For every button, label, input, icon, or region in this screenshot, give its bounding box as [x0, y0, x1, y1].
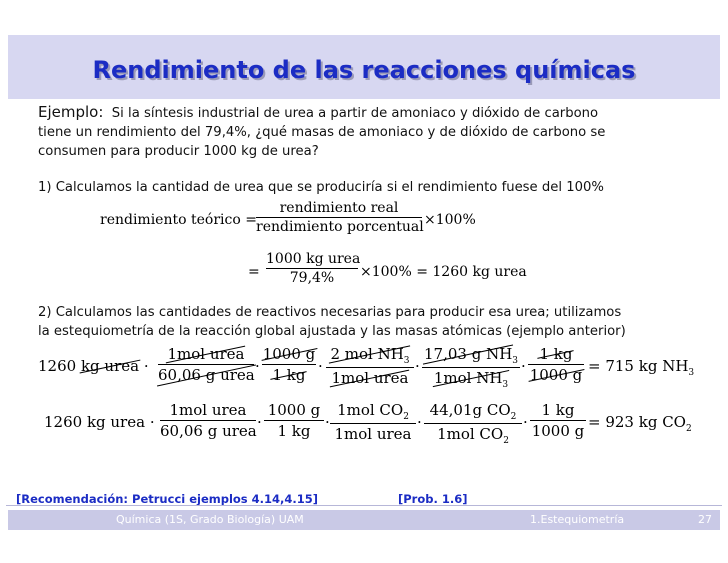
co2-factor-2 — [264, 401, 324, 440]
nh3-result-text: = 715 kg NH — [588, 357, 689, 375]
nh3-factor-2 — [262, 345, 316, 384]
nh3-factor-1 — [158, 345, 254, 384]
co2-f3-num: 1mol CO — [337, 401, 404, 419]
formula-2-fraction — [266, 251, 361, 286]
co2-start-value: 1260 kg urea — [44, 413, 146, 431]
dot: · — [318, 357, 323, 375]
footer-bar — [8, 510, 720, 530]
co2-start: 1260 kg urea · — [44, 413, 155, 431]
dot: · — [257, 413, 262, 431]
fraction-bar — [256, 217, 422, 218]
fraction-bar — [158, 364, 254, 365]
formula-2-rhs: ×100% = 1260 kg urea — [360, 264, 527, 280]
nh3-factor-3 — [326, 345, 414, 387]
recommendation-note: [Recomendación: Petrucci ejemplos 4.14,4.15] — [16, 492, 319, 506]
step-1-text: 1) Calculamos la cantidad de urea que se produciría si el rendimiento fuese del 100% — [38, 180, 604, 195]
example-label: Ejemplo: — [38, 103, 104, 121]
formula-2-denominator: 79,4% — [289, 270, 335, 286]
dot: · — [255, 357, 260, 375]
dot: · — [417, 413, 422, 431]
co2-f1-den: 60,06 g urea — [160, 422, 257, 440]
example-line-1: Si la síntesis industrial de urea a partir de amoniaco y dióxido de carbono — [111, 106, 599, 121]
nh3-subscript: 3 — [512, 356, 519, 366]
dot: · — [521, 357, 526, 375]
nh3-f2-num: 1000 g — [262, 345, 316, 363]
nh3-f5-num: 1 kg — [539, 345, 573, 363]
example-line-2: tiene un rendimiento del 79,4%, ¿qué masas de amoniaco y de dióxido de carbono se — [38, 125, 606, 140]
co2-f1-num: 1mol urea — [169, 401, 247, 419]
fraction-bar — [424, 423, 522, 424]
nh3-subscript: 3 — [688, 368, 695, 378]
footer-divider — [6, 505, 722, 506]
fraction-bar — [266, 268, 358, 269]
nh3-f1-num: 1mol urea — [167, 345, 245, 363]
co2-f5-num: 1 kg — [541, 401, 575, 419]
footer-page-number: 27 — [698, 513, 712, 526]
nh3-subscript: 3 — [403, 356, 410, 366]
co2-factor-3 — [330, 401, 416, 443]
co2-subscript: 2 — [403, 412, 409, 422]
nh3-f3-num: 2 mol NH — [330, 345, 404, 363]
nh3-factor-5 — [528, 345, 584, 384]
step-2-text — [38, 303, 626, 341]
step-2-line-2: la estequiometría de la reacción global ajustada y las masas atómicas (ejemplo anterior) — [38, 324, 626, 339]
co2-factor-5 — [530, 401, 586, 440]
formula-1-denominator: rendimiento porcentual — [256, 219, 424, 235]
nh3-f1-den: 60,06 g urea — [158, 366, 255, 384]
fraction-bar — [262, 364, 316, 365]
nh3-f2-den: 1 kg — [272, 366, 306, 384]
co2-factor-1 — [160, 401, 256, 440]
co2-f2-den: 1 kg — [277, 422, 311, 440]
co2-subscript: 2 — [685, 424, 692, 434]
nh3-start-amount: 1260 — [38, 357, 77, 375]
co2-subscript: 2 — [510, 412, 517, 422]
nh3-factor-4 — [422, 345, 520, 390]
problem-reference: [Prob. 1.6] — [398, 492, 468, 506]
fraction-bar — [160, 420, 256, 421]
fraction-bar — [330, 423, 416, 424]
fraction-bar — [264, 420, 324, 421]
nh3-f4-den: 1mol NH — [433, 369, 503, 387]
co2-subscript: 2 — [503, 436, 509, 446]
nh3-start-unit: kg urea — [80, 357, 140, 375]
footer-section: 1.Estequiometría — [530, 513, 625, 526]
co2-f5-den: 1000 g — [531, 422, 585, 440]
co2-factor-4 — [424, 401, 522, 446]
example-line-3: consumen para producir 1000 kg de urea? — [38, 144, 319, 159]
co2-f4-den: 1mol CO — [437, 425, 504, 443]
nh3-start: 1260 kg urea · — [38, 357, 149, 375]
example-statement — [38, 103, 708, 161]
dot: · — [415, 357, 420, 375]
footer-course: Química (1S, Grado Biología) UAM — [116, 513, 304, 526]
formula-1-fraction — [256, 200, 422, 235]
dot: · — [325, 413, 330, 431]
formula-1-lhs: rendimiento teórico = — [100, 212, 257, 228]
co2-f4-num: 44,01g CO — [429, 401, 511, 419]
co2-result — [588, 413, 692, 434]
fraction-bar — [528, 364, 584, 365]
nh3-subscript: 3 — [502, 380, 509, 390]
nh3-f4-num: 17,03 g NH — [423, 345, 513, 363]
formula-1-numerator: rendimiento real — [279, 200, 399, 216]
formula-1-rhs: ×100% — [424, 212, 476, 228]
nh3-f5-den: 1000 g — [529, 366, 583, 384]
fraction-bar — [530, 420, 586, 421]
fraction-bar — [326, 367, 414, 368]
co2-f3-den: 1mol urea — [334, 425, 412, 443]
dot: · — [523, 413, 528, 431]
slide-title: Rendimiento de las reacciones químicas — [92, 56, 636, 84]
formula-2-numerator: 1000 kg urea — [266, 251, 361, 267]
co2-result-text: = 923 kg CO — [588, 413, 686, 431]
fraction-bar — [422, 367, 520, 368]
nh3-f3-den: 1mol urea — [331, 369, 409, 387]
nh3-result — [588, 357, 694, 378]
co2-f2-num: 1000 g — [267, 401, 321, 419]
step-2-line-1: 2) Calculamos las cantidades de reactivos necesarias para producir esa urea; utilizamos — [38, 305, 622, 320]
formula-2-equals: = — [248, 264, 260, 280]
